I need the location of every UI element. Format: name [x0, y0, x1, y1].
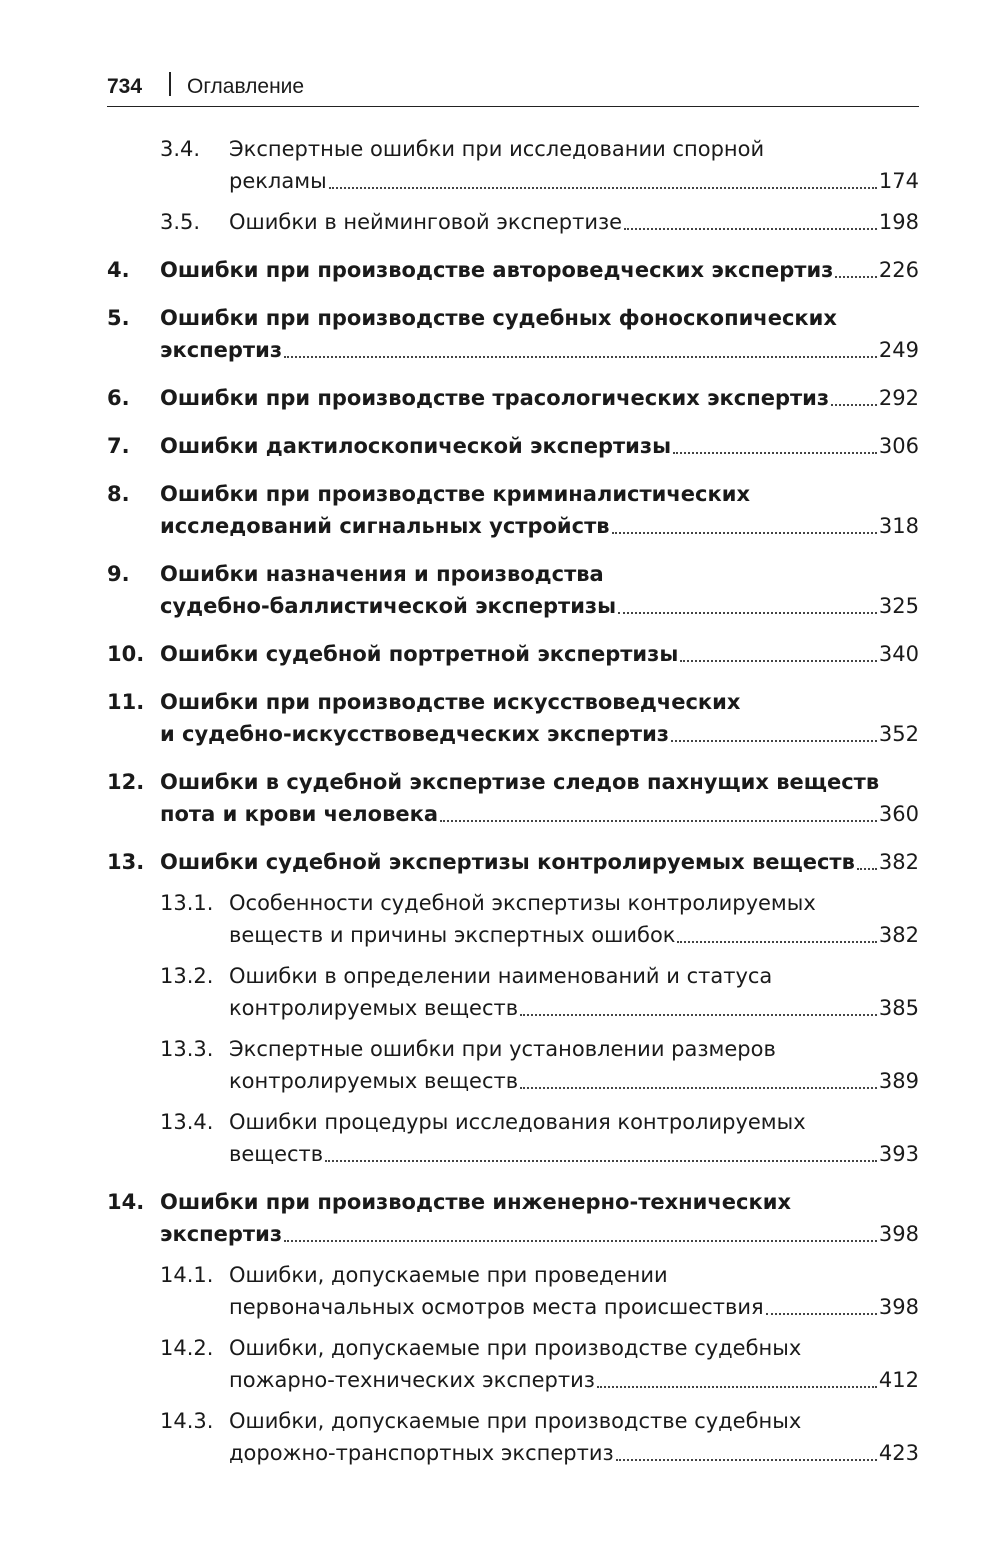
- toc-entry-title-line1: Ошибки при производстве искусствоведческих: [160, 690, 741, 714]
- toc-entry-title: экспертиз: [160, 1222, 283, 1246]
- toc-entry-number: 13.: [107, 850, 145, 874]
- toc-entry-title: Ошибки при производстве автороведческих экспертиз: [160, 258, 834, 282]
- toc-section[interactable]: [160, 1259, 919, 1323]
- toc-entry-title: и судебно-искусствоведческих экспертиз: [160, 722, 670, 746]
- header-divider: [169, 72, 171, 96]
- dot-leader: [329, 186, 877, 189]
- toc-page-number[interactable]: 393: [878, 1142, 919, 1166]
- toc-page-number[interactable]: 306: [878, 434, 919, 458]
- toc-entry-title-line1: Ошибки в определении наименований и статуса: [229, 964, 773, 988]
- dot-leader: [835, 275, 877, 278]
- toc-page-number[interactable]: 398: [878, 1295, 919, 1319]
- toc-chapter[interactable]: [107, 846, 919, 878]
- toc-entry-number: 13.1.: [160, 891, 214, 915]
- toc-entry-title: исследований сигнальных устройств: [160, 514, 610, 538]
- toc-entry-number: 7.: [107, 434, 130, 458]
- toc-entry-title: Ошибки при производстве трасологических экспертиз: [160, 386, 830, 410]
- toc-chapter[interactable]: [107, 1186, 919, 1250]
- dot-leader: [520, 1086, 877, 1089]
- toc-section[interactable]: [160, 960, 919, 1024]
- toc-entry-title-line1: Ошибки назначения и производства: [160, 562, 604, 586]
- dot-leader: [284, 1239, 877, 1242]
- dot-leader: [671, 739, 877, 742]
- toc-entry-number: 13.2.: [160, 964, 214, 988]
- toc-entry-number: 3.5.: [160, 210, 201, 234]
- toc-entry-number: 11.: [107, 690, 145, 714]
- dot-leader: [325, 1159, 877, 1162]
- toc-entry-number: 13.4.: [160, 1110, 214, 1134]
- toc-entry-number: 13.3.: [160, 1037, 214, 1061]
- toc-entry-title-line1: Ошибки, допускаемые при проведении: [229, 1263, 668, 1287]
- toc-entry-title: Ошибки дактилоскопической экспертизы: [160, 434, 672, 458]
- toc-entry-number: 6.: [107, 386, 130, 410]
- toc-chapter[interactable]: [107, 558, 919, 622]
- toc-page-number[interactable]: 398: [878, 1222, 919, 1246]
- toc-entry-number: 8.: [107, 482, 130, 506]
- toc-section[interactable]: [160, 1405, 919, 1469]
- dot-leader: [284, 355, 877, 358]
- toc-chapter[interactable]: [107, 382, 919, 414]
- dot-leader: [766, 1312, 877, 1315]
- toc-entry-number: 9.: [107, 562, 130, 586]
- dot-leader: [440, 819, 877, 822]
- toc-page-number[interactable]: 382: [878, 850, 919, 874]
- toc-entry-title: Ошибки судебной экспертизы контролируемых веществ: [160, 850, 855, 874]
- toc-entry-title: контролируемых веществ: [229, 996, 519, 1020]
- table-of-contents: [107, 133, 919, 1469]
- toc-entry-number: 14.2.: [160, 1336, 214, 1360]
- dot-leader: [520, 1013, 877, 1016]
- toc-section[interactable]: [160, 1106, 919, 1170]
- toc-entry-title: рекламы: [229, 169, 327, 193]
- toc-entry-title-line1: Экспертные ошибки при исследовании спорной: [229, 137, 765, 161]
- toc-entry-title: дорожно-транспортных экспертиз: [229, 1441, 614, 1465]
- toc-entry-number: 3.4.: [160, 137, 201, 161]
- toc-entry-title: первоначальных осмотров места происшествия: [229, 1295, 764, 1319]
- running-header: [107, 72, 919, 107]
- toc-entry-number: 5.: [107, 306, 130, 330]
- toc-page-number[interactable]: 360: [878, 802, 919, 826]
- toc-page-number[interactable]: 340: [878, 642, 919, 666]
- dot-leader: [616, 1458, 877, 1461]
- dot-leader: [624, 227, 877, 230]
- toc-page-number[interactable]: 382: [878, 923, 919, 947]
- toc-section[interactable]: [160, 206, 919, 238]
- toc-entry-title: Ошибки в нейминговой экспертизе: [229, 210, 623, 234]
- toc-page-number[interactable]: 174: [878, 169, 919, 193]
- toc-chapter[interactable]: [107, 766, 919, 830]
- toc-entry-title: судебно-баллистической экспертизы: [160, 594, 617, 618]
- dot-leader: [673, 451, 877, 454]
- toc-entry-title: веществ и причины экспертных ошибок: [229, 923, 676, 947]
- toc-entry-title-line1: Ошибки, допускаемые при производстве судебных: [229, 1336, 802, 1360]
- toc-entry-title: экспертиз: [160, 338, 283, 362]
- toc-chapter[interactable]: [107, 302, 919, 366]
- toc-page-number[interactable]: 423: [878, 1441, 919, 1465]
- toc-entry-title-line1: Экспертные ошибки при установлении размеров: [229, 1037, 776, 1061]
- toc-entry-title: пота и крови человека: [160, 802, 439, 826]
- toc-page-number[interactable]: 385: [878, 996, 919, 1020]
- toc-entry-number: 14.: [107, 1190, 145, 1214]
- toc-entry-title: веществ: [229, 1142, 324, 1166]
- toc-section[interactable]: [160, 1033, 919, 1097]
- dot-leader: [612, 531, 877, 534]
- dot-leader: [680, 659, 877, 662]
- toc-entry-number: 14.3.: [160, 1409, 214, 1433]
- toc-entry-title-line1: Ошибки процедуры исследования контролируемых: [229, 1110, 806, 1134]
- toc-page-number[interactable]: 389: [878, 1069, 919, 1093]
- toc-entry-title-line1: Ошибки при производстве криминалистических: [160, 482, 751, 506]
- running-title: Оглавление: [187, 75, 305, 98]
- toc-entry-title-line1: Ошибки, допускаемые при производстве судебных: [229, 1409, 802, 1433]
- toc-page-number[interactable]: 198: [878, 210, 919, 234]
- toc-section[interactable]: [160, 887, 919, 951]
- toc-chapter[interactable]: [107, 638, 919, 670]
- dot-leader: [831, 403, 877, 406]
- toc-entry-number: 10.: [107, 642, 145, 666]
- toc-entry-number: 4.: [107, 258, 130, 282]
- dot-leader: [857, 867, 877, 870]
- page-number: 734: [107, 75, 143, 98]
- toc-entry-title-line1: Особенности судебной экспертизы контролируемых: [229, 891, 816, 915]
- toc-page-number[interactable]: 292: [878, 386, 919, 410]
- toc-entry-title-line1: Ошибки при производстве судебных фоноскопических: [160, 306, 837, 330]
- toc-entry-number: 14.1.: [160, 1263, 214, 1287]
- toc-page-number[interactable]: 325: [878, 594, 919, 618]
- toc-page-number[interactable]: 412: [878, 1368, 919, 1392]
- toc-section[interactable]: [160, 1332, 919, 1396]
- toc-page-number[interactable]: 249: [878, 338, 919, 362]
- toc-entry-title: пожарно-технических экспертиз: [229, 1368, 595, 1392]
- dot-leader: [618, 611, 877, 614]
- toc-page-number[interactable]: 318: [878, 514, 919, 538]
- toc-chapter[interactable]: [107, 478, 919, 542]
- toc-entry-title-line1: Ошибки при производстве инженерно-технических: [160, 1190, 792, 1214]
- toc-entry-title-line1: Ошибки в судебной экспертизе следов пахнущих веществ: [160, 770, 880, 794]
- toc-entry-title: Ошибки судебной портретной экспертизы: [160, 642, 679, 666]
- dot-leader: [677, 940, 876, 943]
- toc-page-number[interactable]: 352: [878, 722, 919, 746]
- toc-chapter[interactable]: [107, 254, 919, 286]
- toc-entry-number: 12.: [107, 770, 145, 794]
- dot-leader: [597, 1385, 877, 1388]
- toc-page-number[interactable]: 226: [878, 258, 919, 282]
- toc-chapter[interactable]: [107, 686, 919, 750]
- toc-entry-title: контролируемых веществ: [229, 1069, 519, 1093]
- toc-chapter[interactable]: [107, 430, 919, 462]
- toc-section[interactable]: [160, 133, 919, 197]
